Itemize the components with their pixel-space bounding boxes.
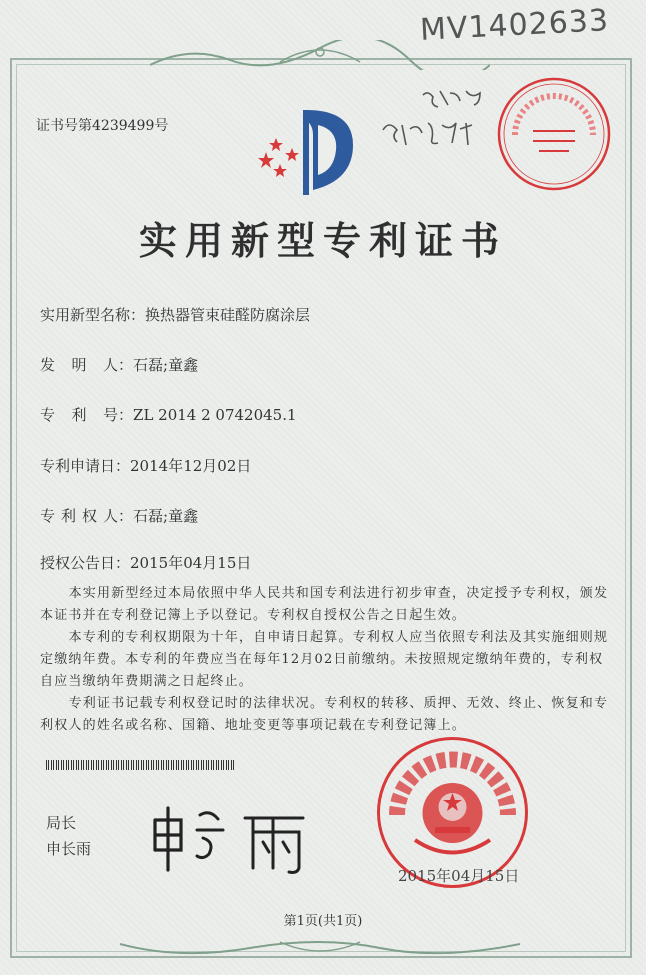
filing-date-label: 专利申请日： — [40, 457, 131, 475]
patentee-value: 石磊;童鑫 — [133, 507, 199, 525]
inventor-label: 发明人 — [40, 356, 118, 374]
body-paragraph: 本实用新型经过本局依照中华人民共和国专利法进行初步审查，决定授予专利权，颁发本证书并在专利登记簿上予以登记。专利权自授权公告之日起生效。 — [40, 586, 609, 623]
patent-number-label: 专利号 — [40, 406, 118, 424]
body-paragraph: 专利证书记载专利权登记时的法律状况。专利权的转移、质押、无效、终止、恢复和专利权人的姓名或名称、国籍、地址变更等事项记载在专利登记簿上。 — [40, 696, 609, 733]
director-name: 申长雨 — [46, 840, 92, 858]
director-title: 局长 — [46, 814, 77, 832]
grant-date-label: 授权公告日： — [40, 554, 131, 572]
patent-number-colon: ： — [118, 406, 134, 424]
filing-date-value: 2014年12月02日 — [130, 457, 252, 475]
bottom-ornament — [120, 938, 520, 962]
agency-seal — [495, 75, 613, 193]
filing-date-field — [40, 455, 251, 476]
page-footer: 第1页(共1页) — [283, 914, 363, 929]
certificate-number: 证书号第4239499号 — [36, 118, 169, 134]
certificate-title: 实用新型专利证书 — [138, 218, 507, 263]
barcode — [46, 760, 234, 770]
grant-date-value: 2015年04月15日 — [130, 554, 252, 572]
certificate-body — [40, 583, 610, 737]
utility-model-name-field — [40, 304, 310, 325]
utility-model-name-label: 实用新型名称： — [40, 306, 146, 324]
patent-number-value: ZL 2014 2 0742045.1 — [133, 406, 297, 424]
inventor-value: 石磊;童鑫 — [133, 356, 199, 374]
director-signature — [145, 790, 315, 880]
patent-number-field — [40, 404, 297, 425]
utility-model-name-value: 换热器管束硅醛防腐涂层 — [145, 306, 311, 324]
handwritten-note — [378, 85, 493, 155]
patent-office-emblem — [258, 100, 368, 200]
patentee-colon: ： — [118, 507, 134, 525]
patentee-field — [40, 505, 198, 526]
grant-date-field — [40, 552, 251, 573]
body-paragraph: 本专利的专利权期限为十年，自申请日起算。专利权人应当依照专利法及其实施细则规定缴纳年费。本专利的年费应当在每年12月02日前缴纳。未按照规定缴纳年费的，专利权自应当缴纳年费期满之日起终止。 — [40, 630, 609, 689]
inventor-colon: ： — [118, 356, 134, 374]
inventor-field — [40, 354, 198, 375]
patentee-label: 专利权人 — [40, 507, 118, 525]
handwritten-code: MV1402633 — [419, 3, 610, 48]
seal-date: 2015年04月15日 — [398, 867, 520, 885]
